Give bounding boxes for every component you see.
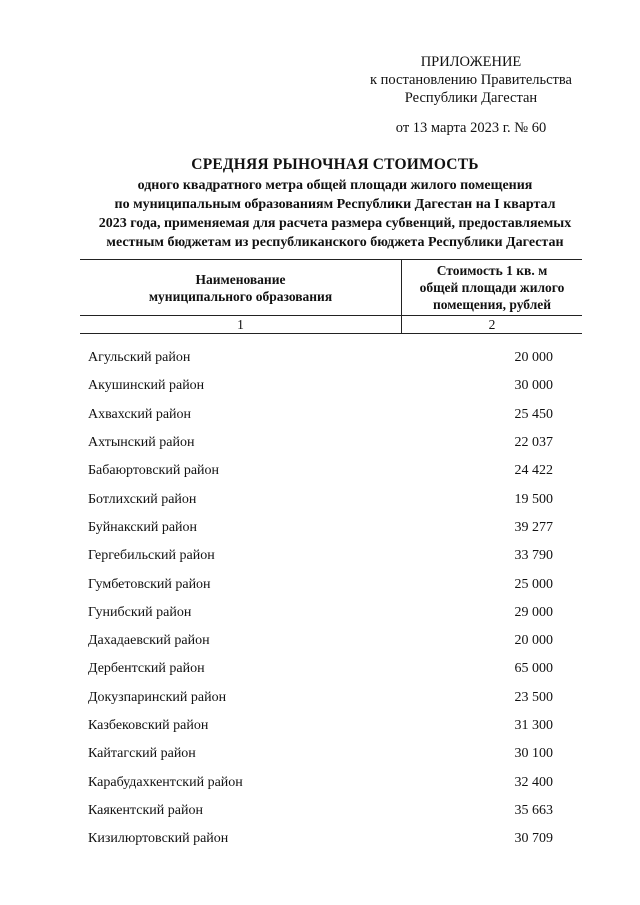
cost-value: 19 500 <box>514 491 553 507</box>
cost-value: 22 037 <box>514 435 553 451</box>
appendix-line-2: Республики Дагестан <box>404 90 538 106</box>
municipality-name: Дербентский район <box>88 661 205 677</box>
table-row <box>80 372 582 400</box>
municipality-name: Буйнакский район <box>88 519 198 535</box>
table-row <box>80 570 582 598</box>
cost-value: 39 277 <box>514 519 553 535</box>
municipality-name: Бабаюртовский район <box>88 463 220 479</box>
header-cost <box>402 260 582 315</box>
header-municipality <box>80 260 402 315</box>
cost-value: 35 663 <box>514 802 553 818</box>
municipality-name: Ахвахский район <box>88 406 192 422</box>
table-row <box>80 627 582 655</box>
municipality-name: Каякентский район <box>88 802 203 818</box>
table-row <box>80 542 582 570</box>
municipality-name: Ботлихский район <box>88 491 197 507</box>
cost-value: 31 300 <box>514 718 553 733</box>
cost-value: 25 450 <box>514 406 553 422</box>
table-row <box>80 485 582 513</box>
municipality-name: Ахтынский район <box>88 435 195 451</box>
municipality-name: Карабудахкентский район <box>88 774 243 790</box>
column-number-2: 2 <box>488 317 496 332</box>
cost-value: 30 709 <box>514 831 553 847</box>
title-main: СРЕДНЯЯ РЫНОЧНАЯ СТОИМОСТЬ <box>191 156 479 173</box>
municipality-name: Агульский район <box>88 350 191 366</box>
table-row <box>80 429 582 457</box>
table-row <box>80 797 582 825</box>
title-line-3: 2023 года, применяемая для расчета размера субвенций, предоставляемых <box>98 216 572 231</box>
header-col1-line1: Наименование <box>195 271 286 287</box>
municipality-name: Докузпаринский район <box>88 689 227 705</box>
appendix-date: от 13 марта 2023 г. № 60 <box>395 120 547 136</box>
table-row <box>80 514 582 542</box>
municipality-name: Акушинский район <box>88 378 205 394</box>
table-row <box>80 825 582 853</box>
appendix-block <box>356 53 586 137</box>
cost-value: 29 000 <box>514 604 553 620</box>
municipality-name: Гумбетовский район <box>88 576 211 592</box>
municipality-name: Кайтагский район <box>88 746 196 762</box>
table-row <box>80 599 582 627</box>
municipality-name: Гергебильский район <box>88 548 215 564</box>
table-row <box>80 712 582 740</box>
title-line-4: местным бюджетам из республиканского бюджета Республики Дагестан <box>106 235 564 250</box>
municipality-name: Гунибский район <box>88 604 192 620</box>
appendix-line-1: к постановлению Правительства <box>370 72 572 88</box>
cost-value: 25 000 <box>514 576 553 592</box>
table-body <box>80 344 582 853</box>
cost-table <box>80 259 582 853</box>
table-row <box>80 457 582 485</box>
cost-value: 24 422 <box>514 463 553 479</box>
table-row <box>80 401 582 429</box>
cost-value: 20 000 <box>514 633 553 649</box>
cost-value: 33 790 <box>514 548 553 564</box>
column-number-row <box>80 316 582 334</box>
table-header <box>80 259 582 316</box>
title-line-1: одного квадратного метра общей площади жилого помещения <box>137 178 533 193</box>
cost-value: 65 000 <box>514 661 553 677</box>
cost-value: 32 400 <box>514 774 553 790</box>
header-col2-line1: Стоимость 1 кв. м <box>436 263 548 278</box>
header-col2-line3: помещения, рублей <box>432 297 552 312</box>
table-row <box>80 655 582 683</box>
municipality-name: Кизилюртовский район <box>88 831 229 847</box>
table-row <box>80 344 582 372</box>
cost-value: 23 500 <box>514 689 553 705</box>
cost-value: 30 100 <box>514 746 553 762</box>
table-row <box>80 768 582 796</box>
appendix-heading: ПРИЛОЖЕНИЕ <box>420 54 522 70</box>
table-row <box>80 684 582 712</box>
cost-value: 30 000 <box>514 378 553 394</box>
column-number-1: 1 <box>80 316 402 333</box>
cost-value: 20 000 <box>514 350 553 366</box>
header-col1-line2: муниципального образования <box>148 288 333 304</box>
header-col2-line2: общей площади жилого <box>419 280 565 295</box>
document-title <box>40 155 630 252</box>
municipality-name: Дахадаевский район <box>88 633 210 649</box>
municipality-name: Казбековский район <box>88 718 209 733</box>
table-row <box>80 740 582 768</box>
title-line-2: по муниципальным образованиям Республики Дагестан на I квартал <box>114 197 556 212</box>
